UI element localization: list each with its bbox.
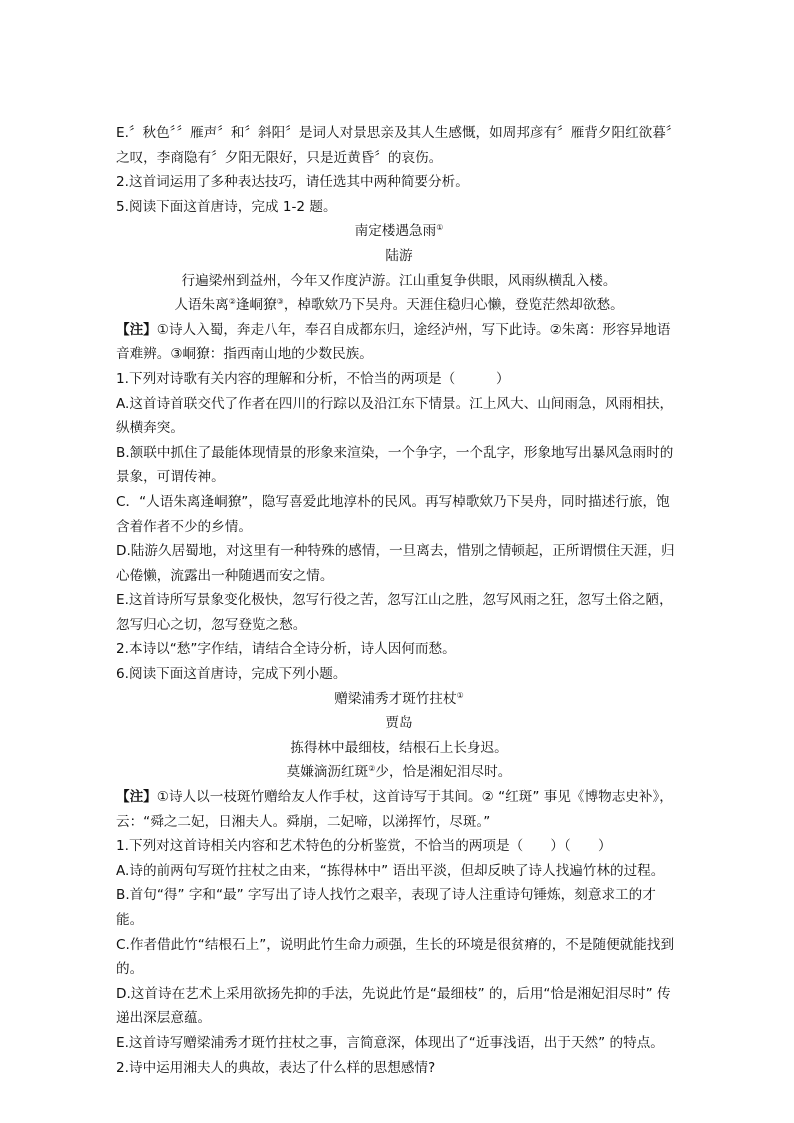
q6-option-c: C.作者借此竹“结根石上”，说明此竹生命力顽强，生长的环境是很贫瘠的，不是随便就能找到的。 (116, 936, 675, 978)
q6-line2-part-a: 莫嫌滴沥红斑 (286, 764, 369, 781)
q5-question-2: 2.本诗以“愁”字作结，请结合全诗分析，诗人因何而愁。 (116, 641, 456, 658)
q5-poem-author: 陆游 (385, 247, 413, 264)
q6-title-footnote-mark: ① (456, 690, 464, 700)
q6-poem-line-2 (116, 760, 682, 785)
q6-option-d: D.这首诗在艺术上采用欲扬先抑的手法，先说此竹是“最细枝” 的，后用“恰是湘妃泪尽时” 传递出深层意蕴。 (116, 985, 671, 1027)
q5-option-a: A.这首诗首联交代了作者在四川的行踪以及沿江东下情景。江上风大、山间雨急，风雨相扶，纵横奔突。 (116, 395, 674, 437)
q6-poem-author: 贾岛 (385, 715, 413, 732)
q5-poem-line-2 (116, 293, 682, 318)
q5-footnote-mark-2: ② (228, 297, 236, 307)
q5-line2-part-c: ，棹歌欸乃下吴舟。天涯住稳归心懒，登览茫然却欲愁。 (283, 297, 624, 314)
q4-option-e: E.〞秋色〞〞雁声〞和〞斜阳〞是词人对景思亲及其人生感慨，如周邦彦有〞雁背夕阳红欲暮〞之叹，李商隐有〞夕阳无限好，只是近黄昏〞的哀伤。 (116, 125, 680, 166)
q6-option-a: A.诗的前两句写斑竹拄杖之由来，“拣得林中” 语出平淡，但却反映了诗人找遍竹林的过程。 (116, 862, 665, 879)
q6-option-b: B.首句“得” 字和“最” 字写出了诗人找竹之艰辛，表现了诗人注重诗句锤炼，刻意求工的才能。 (116, 887, 656, 928)
q5-note (116, 318, 682, 367)
q6-note-text: ①诗人以一枝斑竹赠给友人作手杖，这首诗写于其间。② “红斑” 事见《博物志史补》，云：“舜之二妃，日湘夫人。舜崩，二妃啼，以涕挥竹，尽斑。” (116, 789, 673, 830)
q5-title-footnote-mark: ① (436, 223, 444, 233)
q5-line2-part-b: 逢峒獠 (235, 297, 277, 314)
q6-intro: 6.阅读下面这首唐诗，完成下列小题。 (116, 666, 347, 683)
q5-note-text: ①诗人入蜀，奔走八年，奉召自成都东归，途经泸州，写下此诗。②朱离：形容异地语音难辨。③峒獠：指西南山地的少数民族。 (116, 321, 671, 363)
q6-option-e: E.这首诗写赠梁浦秀才斑竹拄杖之事，言简意深，体现出了“近事浅语，出于天然” 的特点。 (116, 1034, 664, 1051)
q5-footnote-mark-3: ③ (276, 297, 284, 307)
q5-option-b: B.颔联中抓住了最能体现情景的形象来渲染，一个争字，一个乱字，形象地写出暴风急雨时的景象，可谓传神。 (116, 444, 674, 486)
q5-poem-title (116, 219, 682, 244)
q4-subquestion-2: 2.这首词运用了多种表达技巧，请任选其中两种简要分析。 (116, 174, 469, 191)
q6-poem-title (116, 687, 682, 712)
q5-option-c: C．“人语朱离逢峒獠”，隐写喜爱此地淳朴的民风。再写棹歌欸乃下吴舟，同时描述行旅，饱含着作者不少的乡情。 (116, 493, 670, 535)
q5-intro: 5.阅读下面这首唐诗，完成 1-2 题。 (116, 198, 337, 215)
q6-question-1: 1.下列对这首诗相关内容和艺术特色的分析鉴赏，不恰当的两项是（ ）（ ） (116, 838, 612, 855)
q5-question-1: 1.下列对诗歌有关内容的理解和分析，不恰当的两项是（ ） (116, 370, 510, 387)
q6-question-2: 2.诗中运用湘夫人的典故，表达了什么样的思想感情? (116, 1059, 436, 1076)
q5-option-d: D.陆游久居蜀地，对这里有一种特殊的感情，一旦离去，惜别之情顿起，正所谓惯住天涯，归心倦懒，流露出一种随遇而安之情。 (116, 543, 675, 584)
q6-note (116, 785, 682, 834)
q6-line2-part-b: 少，恰是湘妃泪尽时。 (375, 764, 512, 781)
q6-note-tag: 【注】 (116, 789, 157, 806)
q5-note-tag: 【注】 (116, 321, 157, 338)
q5-option-e: E.这首诗所写景象变化极快，忽写行役之苦，忽写江山之胜，忽写风雨之狂，忽写土俗之陋，忽写归心之切，忽写登览之愁。 (116, 592, 673, 633)
document-body (116, 121, 682, 1080)
q6-poem-line-1: 拣得林中最细枝，结根石上长身迟。 (290, 739, 508, 756)
q6-poem-title-text: 赠梁浦秀才斑竹拄杖 (334, 690, 457, 707)
q6-footnote-mark-2: ② (368, 764, 376, 774)
q5-line2-part-a: 人语朱离 (174, 297, 229, 314)
q5-poem-title-text: 南定楼遇急雨 (354, 223, 437, 240)
q5-poem-line-1: 行遍梁州到益州，今年又作度泸游。江山重复争供眼，风雨纵横乱入楼。 (181, 272, 617, 289)
